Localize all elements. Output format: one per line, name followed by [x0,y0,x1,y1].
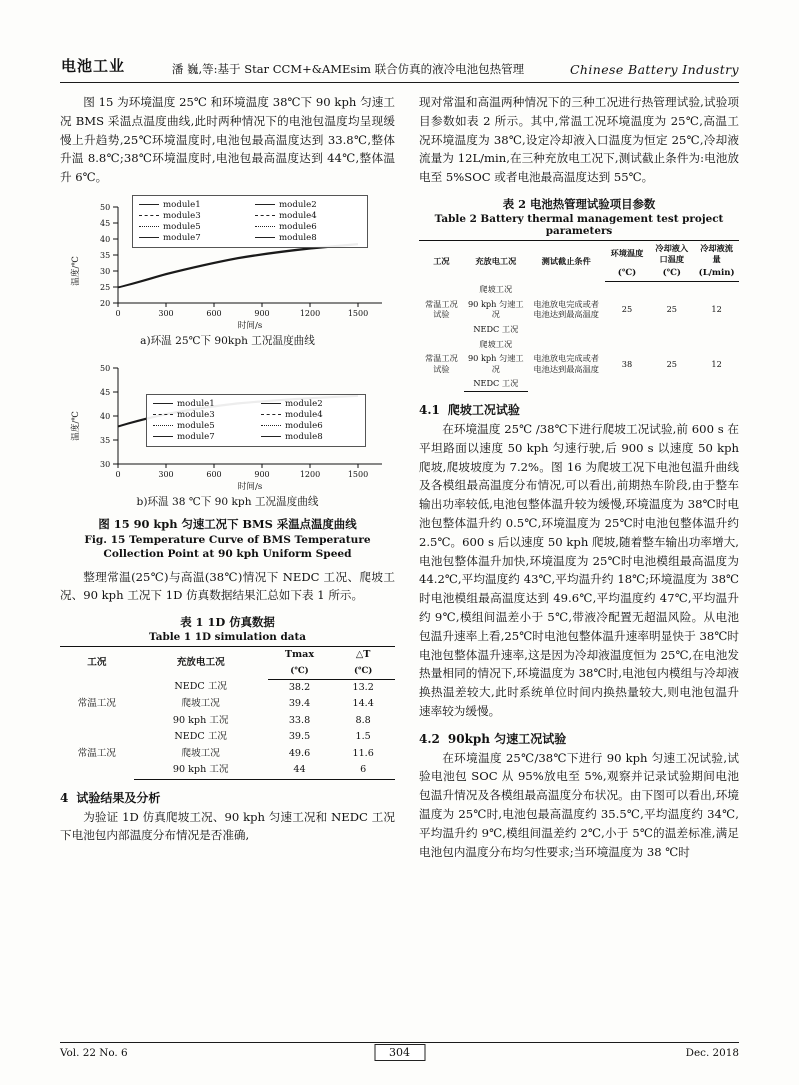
cell-group: 常温工况试验 [425,298,458,320]
th-delta-t: △T [331,647,395,664]
legend-item: module3 [153,410,251,420]
chart-a-legend [132,195,368,248]
th-tmax-unit: (℃) [268,664,332,680]
svg-text:1500: 1500 [347,308,369,318]
cell-cond: 爬坡工况 [181,747,220,759]
th-condition: 工况 [60,647,134,680]
cell-cond: NEDC 工况 [174,731,228,743]
legend-item: module5 [139,222,245,232]
cell-tmax: 39.5 [288,731,311,743]
cell-dt: 8.8 [355,714,371,726]
svg-text:1500: 1500 [347,469,369,479]
cell-cond: NEDC 工况 [174,681,228,693]
cell-cond: NEDC 工况 [473,323,519,334]
section-4-title: 试验结果及分析 [76,790,161,805]
cell-env: 25 [621,304,633,315]
figure-15-title-cn: 图 15 90 kph 匀速工况下 BMS 采温点温度曲线 [98,516,357,531]
svg-text:50: 50 [100,202,111,212]
svg-text:0: 0 [115,308,121,318]
cell-stop: 电池放电完成或者电池达到最高温度 [533,353,599,375]
svg-text:50: 50 [100,363,111,373]
legend-item: module4 [255,211,361,221]
legend-item: module2 [255,200,361,210]
figure-15a [60,195,395,348]
page-footer [60,1042,739,1059]
svg-text:时间/s: 时间/s [237,481,263,491]
journal-title-cn: 电池工业 [61,57,126,75]
cell-tmax: 38.2 [288,681,311,693]
table-row [60,679,395,696]
figure-15b-caption: b)环温 38 ℃下 90 kph 工况温度曲线 [136,495,319,508]
th-env-temp: 环境温度 [605,240,650,266]
table-2 [419,240,739,392]
legend-item: module3 [139,211,245,221]
section-4-1-number: 4.1 [419,403,440,418]
cell-dt: 14.4 [352,698,374,710]
th-coolant-temp-unit: (℃) [649,266,694,282]
chart-b [60,356,395,491]
svg-text:时间/s: 时间/s [237,320,263,330]
svg-text:温度/℃: 温度/℃ [71,411,81,441]
running-title: 潘 巍,等:基于 Star CCM+&AMEsim 联合仿真的液冷电池包热管理 [171,62,525,76]
cell-tmax: 33.8 [288,714,311,726]
svg-text:40: 40 [100,411,111,421]
table-row [60,729,395,745]
legend-item: module1 [153,399,251,409]
svg-text:300: 300 [158,308,174,318]
svg-text:温度/℃: 温度/℃ [71,256,81,286]
cell-group: 常温工况试验 [425,353,458,375]
svg-text:45: 45 [100,218,111,228]
chart-a [60,195,395,330]
svg-text:1200: 1200 [299,469,321,479]
legend-item: module8 [261,432,359,442]
section-4-heading [60,789,395,806]
right-paragraph-2: 在环境温度 25℃ /38℃下进行爬坡工况试验,前 600 s 在平坦路面以速度 50 kph 匀速行驶,后 900 s 以速度 50 kph 爬坡,爬坡坡度为 7.2%。图 16 为爬坡工况下电池包温升曲线及各模组最高温度分布情况,可以看出,前期热车阶段,由于整车输出功率较低,电池包整体温升较为缓慢,环境温度为 38℃时电池包整体温升约 0.5℃,环境温度为 25℃时电池包整体温升约 2.5℃。600 s 后以速度 50 kph 爬坡,随着整车输出功率增大,电池包整体温升加快,环境温度为 25℃时电池模组最高温度为 44.2℃,平均温度约 43℃,平均温升约 18℃;环境温度为 38℃时电池模组最高温度达到 49.6℃,平均温度约 47℃,平均温升约 9℃,模组间温差小于 5℃,带液冷配置无超温风险。从电池包温升速率上看,25℃时电池包整体温升速率明显快于 38℃时电池包整体温升速率,这是因为冷却液温度恒为 25℃,在电池发热量相同的情况下,环境温度为 38℃时,电池包内模组与冷却液换热温差较大,此时系统单位时间内换热量较大,则电池包温升速率较为缓慢。 [419,422,739,718]
cell-env: 38 [621,358,633,369]
section-4-1-title: 爬坡工况试验 [447,403,520,418]
th-env-temp-unit: (℃) [605,266,650,282]
page-number: 304 [374,1044,425,1061]
cell-cool: 25 [666,304,677,315]
svg-text:20: 20 [100,298,111,308]
cell-cond: NEDC 工况 [464,376,528,391]
th-charge-condition: 充放电工况 [464,240,528,281]
svg-text:25: 25 [100,282,111,292]
cell-dt: 11.6 [352,747,374,759]
cell-cond: 爬坡工况 [479,338,513,349]
cell-cond: 爬坡工况 [181,698,220,710]
chart-b-legend [146,394,366,447]
body-columns [60,93,739,998]
figure-15b [60,356,395,509]
svg-text:900: 900 [254,308,270,318]
svg-text:30: 30 [100,459,111,469]
cell-cool: 25 [666,358,677,369]
th-delta-t-unit: (℃) [331,664,395,680]
cell-cond: 90 kph 工况 [172,714,229,726]
cell-tmax: 44 [268,762,332,779]
cell-dt: 13.2 [352,681,374,693]
legend-item: module6 [255,222,361,232]
cell-cond: 90 kph 匀速工况 [467,298,524,320]
svg-text:35: 35 [100,250,111,260]
legend-item: module8 [255,233,361,243]
svg-text:30: 30 [100,266,111,276]
table-2-title-cn: 表 2 电池热管理试验项目参数 [502,196,656,211]
cell-cond: 90 kph 匀速工况 [467,353,524,374]
table-row [419,282,739,297]
legend-item: module7 [153,432,251,442]
th-charge-condition: 充放电工况 [134,647,268,680]
svg-text:600: 600 [206,308,222,318]
figure-15-title-en: Fig. 15 Temperature Curve of BMS Temperature Collection Point at 90 kph Uniform Speed [84,533,371,561]
legend-item: module2 [261,399,359,409]
left-column [60,93,395,998]
svg-text:35: 35 [100,435,111,445]
page-header [60,54,739,83]
cell-stop: 电池放电完成或者电池达到最高温度 [533,298,599,320]
cell-flow: 12 [711,304,722,315]
section-4-2-title: 90kph 匀速工况试验 [447,731,567,746]
legend-item: module7 [139,233,245,243]
svg-text:1200: 1200 [299,308,321,318]
journal-title-en: Chinese Battery Industry [569,62,739,77]
th-condition: 工况 [419,240,464,281]
section-4-number: 4 [60,790,69,805]
th-tmax: Tmax [268,647,332,664]
left-paragraph-3: 为验证 1D 仿真爬坡工况、90 kph 匀速工况和 NEDC 工况下电池包内部温度分布情况是否准确, [60,809,395,843]
legend-item: module5 [153,421,251,431]
svg-text:40: 40 [100,234,111,244]
right-paragraph-3: 在环境温度 25℃/38℃下进行 90 kph 匀速工况试验,试验电池包 SOC 从 95%放电至 5%,观察并记录试验期间电池包温升情况及各模组最高温度分布状况。由下图可以看出,环境温度为 25℃时,电池包最高温度约 35.5℃,平均温度约 34℃,平均温升约 9℃,模组间温差约 2℃,小于 5℃的温差标准,满足电池包内温度分布均匀性要求;当环境温度为 38 ℃时 [419,750,739,859]
figure-15a-caption: a)环温 25℃下 90kph 工况温度曲线 [140,334,315,347]
table-1-title-cn: 表 1 1D 仿真数据 [180,615,275,630]
th-coolant-flow-unit: (L/min) [694,266,739,282]
svg-text:0: 0 [115,469,121,479]
cell-group: 常温工况 [77,747,117,759]
legend-item: module1 [139,200,245,210]
left-paragraph-1: 图 15 为环境温度 25℃ 和环境温度 38℃下 90 kph 匀速工况 BMS 采温点温度曲线,此时两种情况下的电池包温度均呈现缓慢上升趋势,25℃环境温度时,电池包最高温度达到 33.8℃,整体升温 8.8℃;38℃环境温度时,电池包最高温度达到 44℃,整体温升 6℃。 [60,95,395,185]
th-stop-condition: 测试截止条件 [528,240,605,281]
legend-item: module4 [261,410,359,420]
cell-dt: 6 [331,762,395,779]
section-4-2-heading [419,730,739,747]
cell-cond: 90 kph 工况 [134,762,268,779]
cell-tmax: 49.6 [288,747,311,759]
legend-item: module6 [261,421,359,431]
table-1 [60,646,395,779]
right-paragraph-1: 现对常温和高温两种情况下的三种工况进行热管理试验,试验项目参数如表 2 所示。其中,常温工况环境温度为 25℃,高温工况环境温度为 38℃,设定冷却液入口温度为恒定 25℃,冷却液流量为 12L/min,在三种充放电工况下,测试截止条件为:电池放电至 5%SOC 或者电池最高温度达到 55℃。 [419,95,739,185]
svg-text:45: 45 [100,387,111,397]
cell-tmax: 39.4 [288,698,311,710]
svg-text:900: 900 [254,469,270,479]
cell-group: 常温工况 [77,697,117,709]
issue-date: Dec. 2018 [685,1047,739,1059]
svg-text:600: 600 [206,469,222,479]
left-paragraph-2: 整理常温(25℃)与高温(38℃)情况下 NEDC 工况、爬坡工况、90 kph 工况下 1D 仿真数据结果汇总如下表 1 所示。 [60,569,395,603]
section-4-1-heading [419,401,739,418]
section-4-2-number: 4.2 [419,731,440,746]
cell-cond: 爬坡工况 [479,283,513,294]
table-2-title-en: Table 2 Battery thermal management test project parameters [434,212,724,237]
table-row [419,337,739,352]
svg-text:300: 300 [158,469,174,479]
volume-issue: Vol. 22 No. 6 [60,1047,128,1059]
right-column [419,93,739,998]
th-coolant-flow: 冷却液流量 [694,240,739,266]
cell-dt: 1.5 [355,731,371,743]
th-coolant-temp: 冷却液入口温度 [649,240,694,266]
cell-flow: 12 [711,358,722,369]
table-1-title-en: Table 1 1D simulation data [148,631,307,644]
